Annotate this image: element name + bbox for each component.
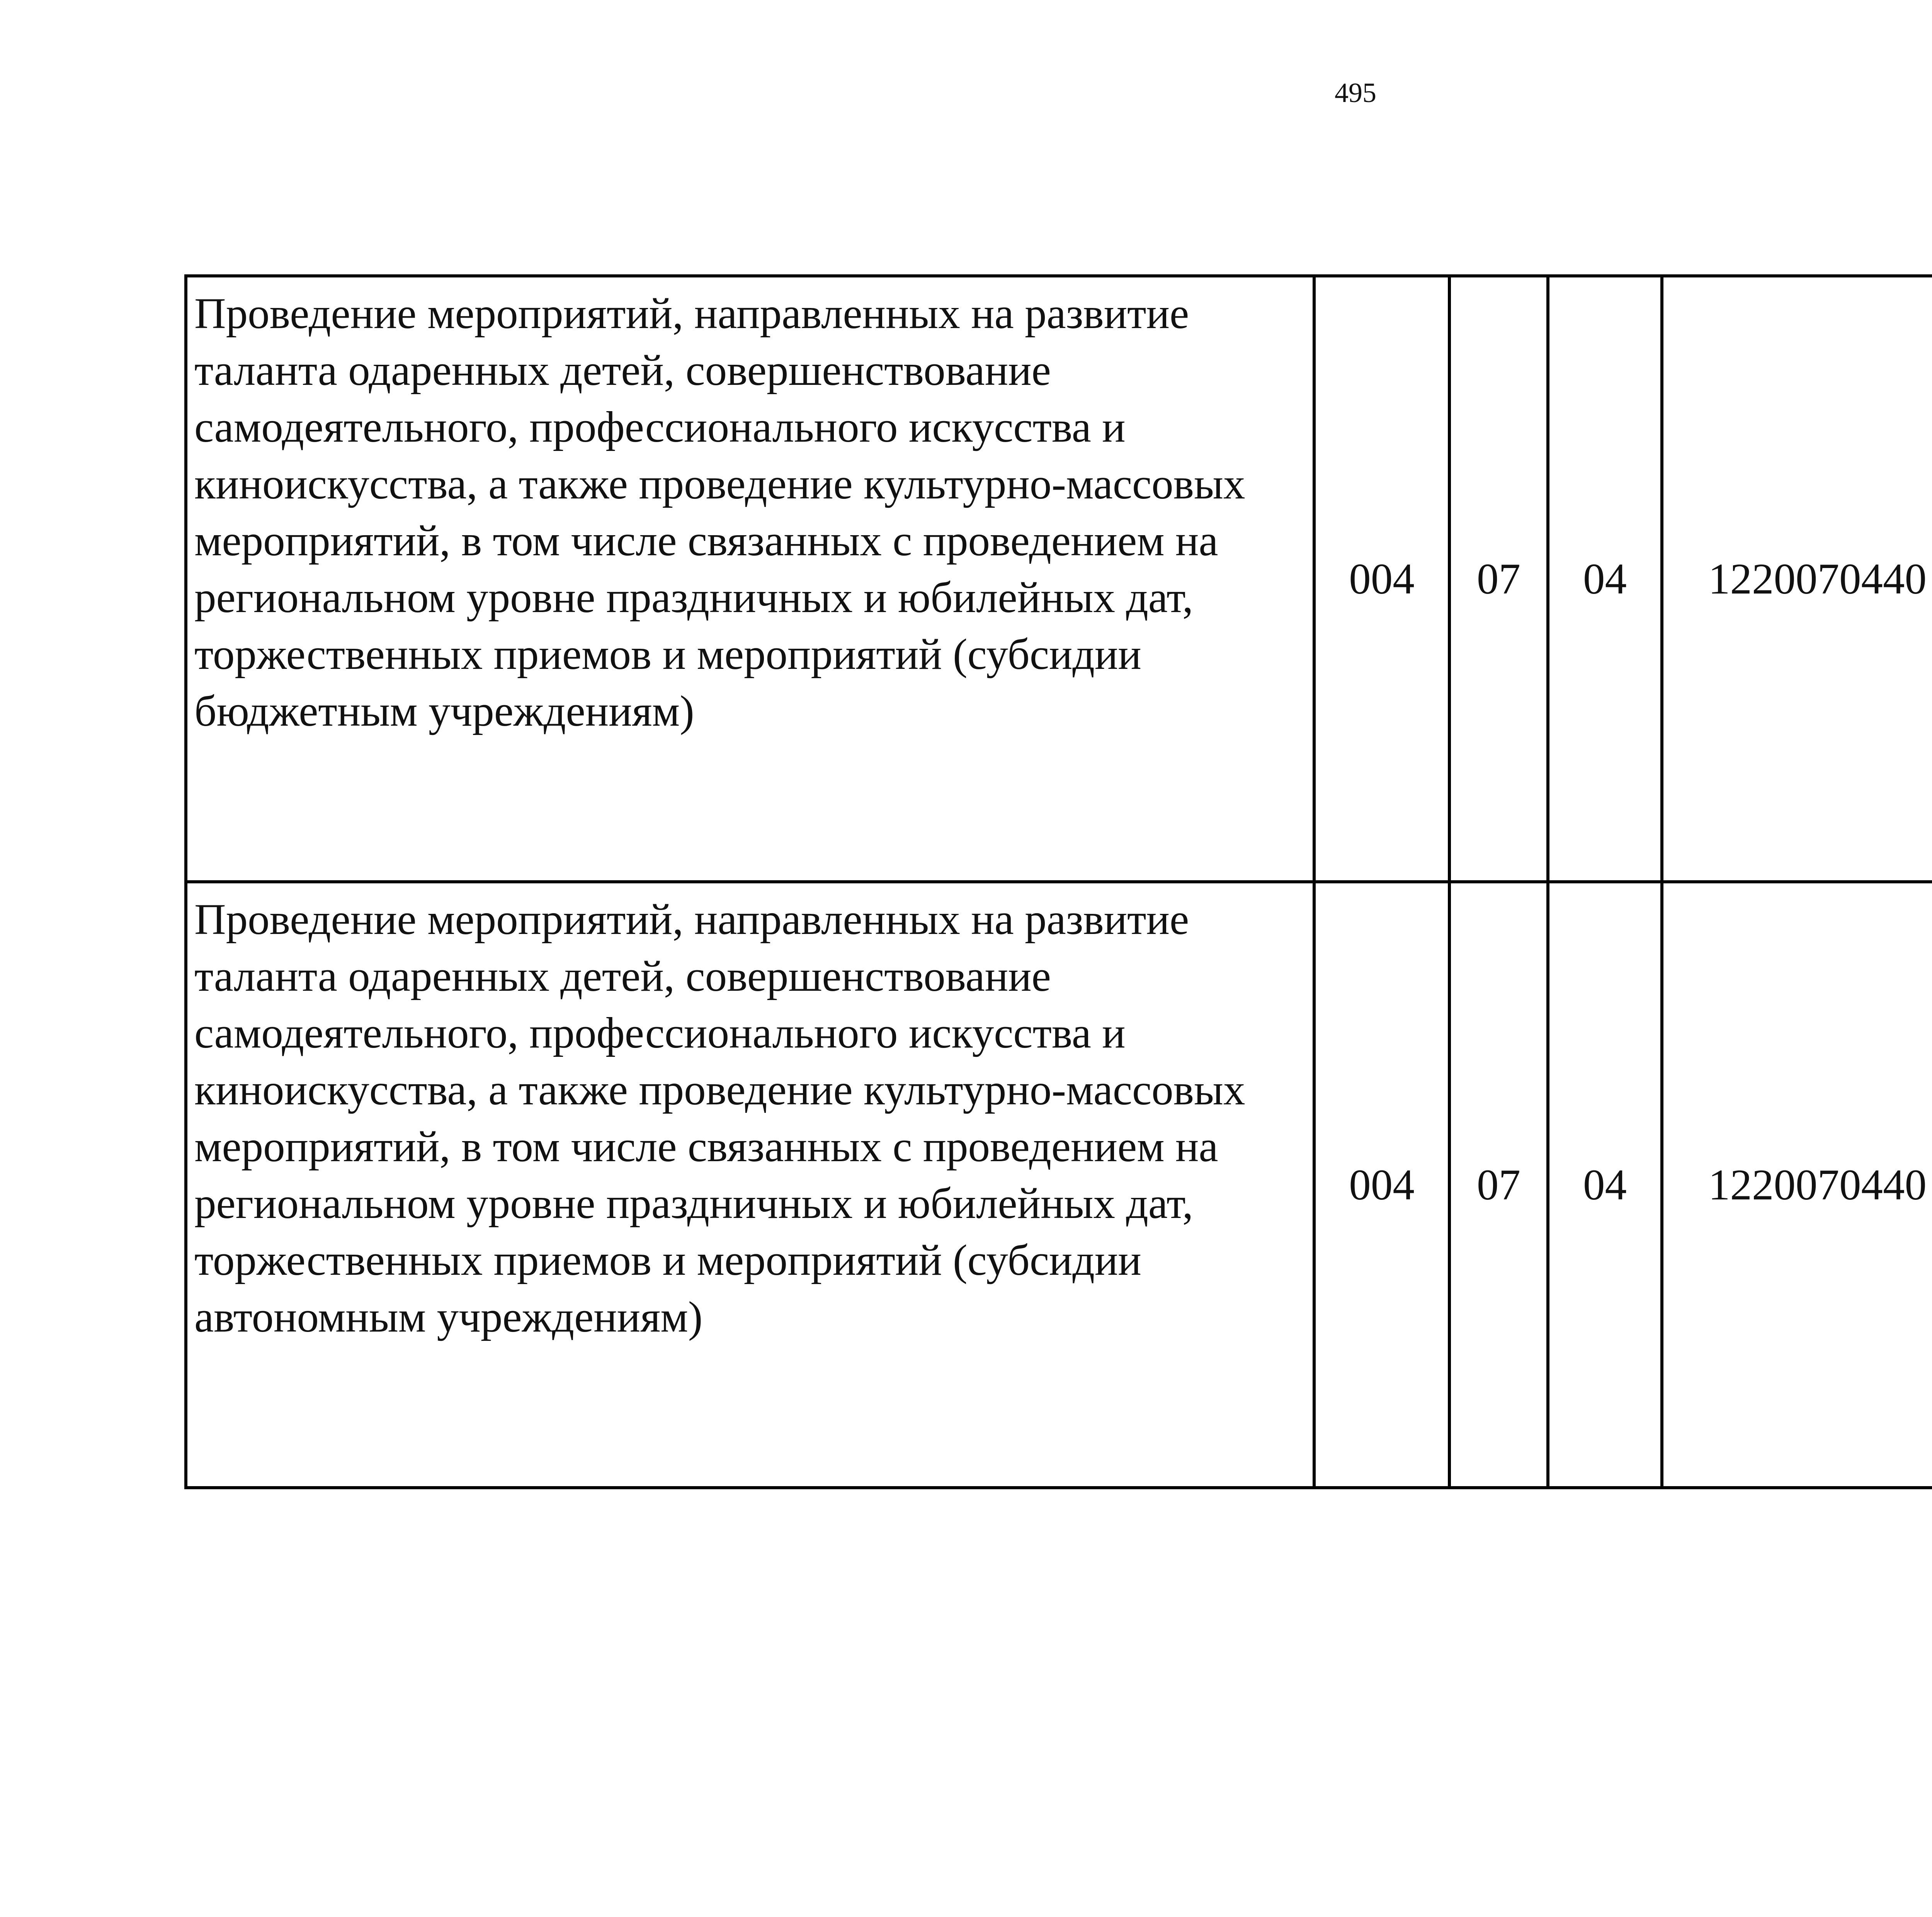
- budget-table: [184, 274, 1932, 1489]
- ministry-code: 004: [1314, 882, 1449, 1488]
- target-article-code: 1220070440: [1662, 276, 1932, 882]
- table-row: [186, 276, 1932, 882]
- subsection-code: 04: [1548, 882, 1662, 1488]
- page-number: 495: [1335, 77, 1376, 108]
- ministry-code: 004: [1314, 276, 1449, 882]
- section-code: 07: [1449, 276, 1548, 882]
- section-code: 07: [1449, 882, 1548, 1488]
- row-description: Проведение мероприятий, направленных на развитие таланта одаренных детей, совершенствование самодеятельного, профессионального искусства и киноискусства, а также проведение культурно-массовых мероприятий, в том числе связанных с проведением на региональном уровне праздничных и юбилейных дат, торжественных приемов и мероприятий (субсидии бюджетным учреждениям): [186, 276, 1314, 882]
- target-article-code: 1220070440: [1662, 882, 1932, 1488]
- row-description: Проведение мероприятий, направленных на развитие таланта одаренных детей, совершенствование самодеятельного, профессионального искусства и киноискусства, а также проведение культурно-массовых мероприятий, в том числе связанных с проведением на региональном уровне праздничных и юбилейных дат, торжественных приемов и мероприятий (субсидии автономным учреждениям): [186, 882, 1314, 1488]
- subsection-code: 04: [1548, 276, 1662, 882]
- table-row: [186, 882, 1932, 1488]
